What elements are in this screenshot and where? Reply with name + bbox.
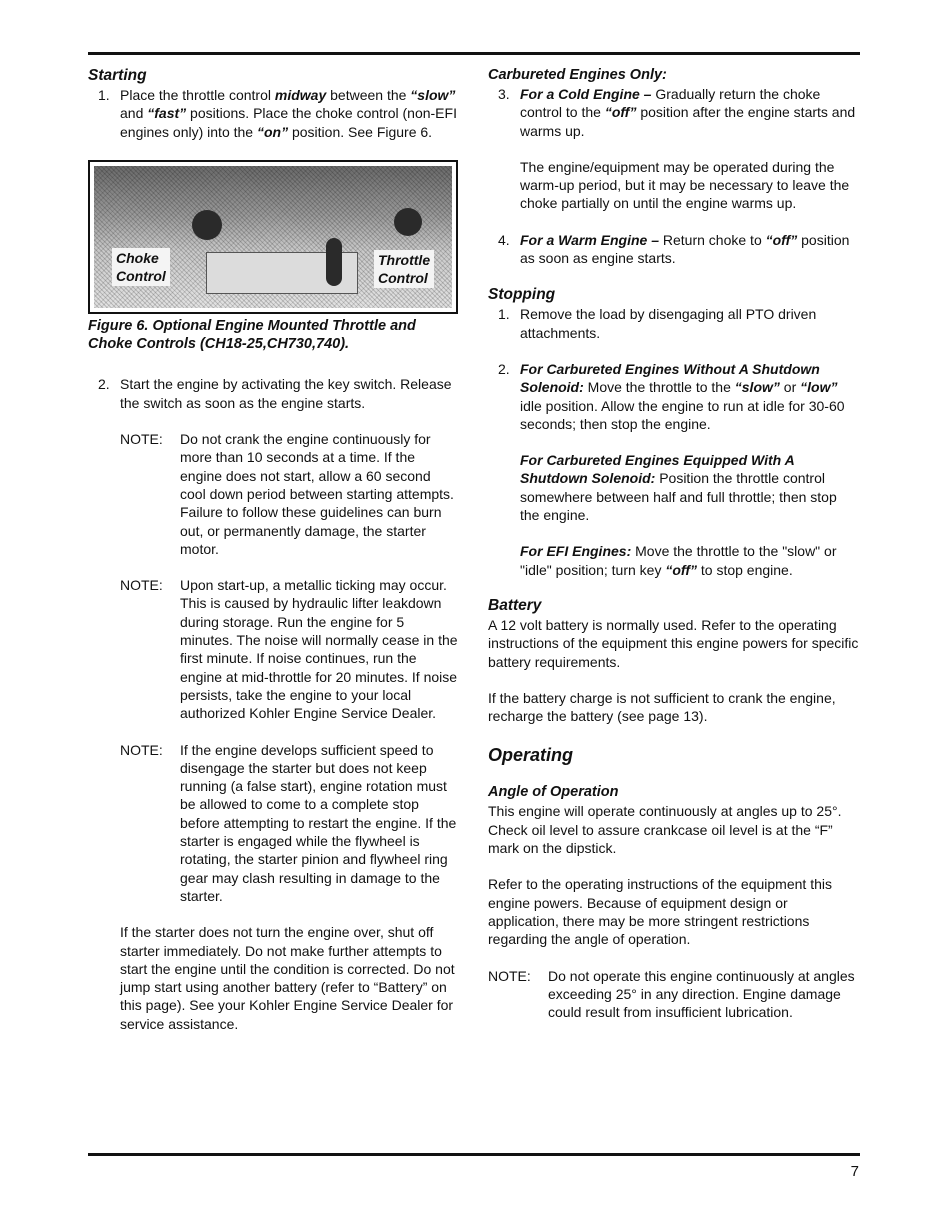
note-label: NOTE: <box>120 431 163 448</box>
paragraph-text: Move the throttle to the "slow" or "idle" position; turn key <box>520 543 837 578</box>
choke-label-line-1: Choke <box>116 249 159 266</box>
throttle-knob-icon <box>394 208 422 236</box>
shutdown-solenoid-paragraph <box>488 451 860 524</box>
step-number: 2. <box>498 360 510 377</box>
emphasis-text: “on” <box>256 123 289 140</box>
emphasis-text: “off” <box>604 104 637 121</box>
step-text: Return choke to <box>659 231 766 248</box>
step-text: between the <box>326 87 411 103</box>
note-angle <box>488 967 860 1022</box>
note-ticking <box>88 576 460 722</box>
emphasis-text: For Carbureted Engines Equipped With A Shutdown Solenoid: <box>520 452 795 487</box>
note-label: NOTE: <box>120 741 163 758</box>
stopping-step-1 <box>488 305 860 342</box>
step-number: 2. <box>98 376 110 393</box>
starting-step-1 <box>88 86 460 141</box>
lever-icon <box>326 238 342 286</box>
warm-engine-step <box>488 231 860 268</box>
step-number: 4. <box>498 231 510 248</box>
step-number: 3. <box>498 86 510 102</box>
step-text: position after the engine starts and warms up. <box>520 104 856 139</box>
stopping-step-2 <box>488 360 860 433</box>
battery-paragraph-2: If the battery charge is not sufficient to crank the engine, recharge the battery (see page 13). <box>488 689 836 725</box>
left-column <box>88 66 460 1033</box>
angle-paragraph-1: This engine will operate continuously at angles up to 25°. Check oil level to assure crankcase oil level is at the “F” mark on the dipstick. <box>488 803 842 857</box>
emphasis-text: For a Cold Engine – <box>520 86 652 102</box>
note-text: Do not crank the engine continuously for more than 10 seconds at a time. If the engine does not start, allow a 60 second cool down period between starting attempts. Failure to follow these guidelines can burn out, or permanently damage, the starter motor. <box>180 431 454 557</box>
step-text: Move the throttle to the <box>583 379 735 396</box>
step-text: position as soon as engine starts. <box>520 231 850 267</box>
emphasis-text: “low” <box>800 379 838 396</box>
emphasis-text: “off” <box>665 561 697 578</box>
emphasis-text: “slow” <box>734 379 780 396</box>
page-number: 7 <box>850 1163 859 1180</box>
step-text: Place the throttle control <box>120 87 275 103</box>
battery-heading: Battery <box>488 596 542 614</box>
choke-label-line-2: Control <box>116 267 166 284</box>
right-column <box>488 66 860 1021</box>
throttle-choke-photo <box>94 166 452 308</box>
starting-step-2 <box>88 375 460 412</box>
carbureted-heading: Carbureted Engines Only: <box>488 67 667 83</box>
angle-of-operation-heading: Angle of Operation <box>488 784 619 801</box>
note-text: Upon start-up, a metallic ticking may occur. This is caused by hydraulic lifter leakdown during storage. Run the engine for 5 minutes. The noise will normally cease in the first minute. If noise continues, run the engine at mid-throttle for 20 minutes. If noise persists, take the engine to your local authorized Kohler Engine Service Dealer. <box>180 577 458 722</box>
choke-knob-icon <box>192 210 222 240</box>
note-text: Do not operate this engine continuously at angles exceeding 25° in any direction. Engine damage could result from insufficient lubrication. <box>548 967 855 1021</box>
emphasis-text: “off” <box>765 231 798 248</box>
paragraph-text: to stop engine. <box>696 561 793 578</box>
step-text: Gradually return the choke control to the <box>520 86 821 121</box>
step-text: positions. Place the choke control (non-EFI engines only) into the <box>120 105 457 140</box>
step-text: Remove the load by disengaging all PTO driven attachments. <box>520 306 817 341</box>
cold-engine-step <box>488 85 860 140</box>
warm-up-paragraph: The engine/equipment may be operated during the warm-up period, but it may be necessary to leave the choke partially on until the engine warms up. <box>520 158 850 212</box>
step-text: Start the engine by activating the key switch. Release the switch as soon as the engine starts. <box>120 376 452 411</box>
starting-heading: Starting <box>88 67 147 84</box>
note-cranking <box>88 430 460 558</box>
step-number: 1. <box>498 306 510 323</box>
emphasis-text: For EFI Engines: <box>520 543 632 560</box>
emphasis-text: midway <box>274 87 327 103</box>
paragraph-text: Position the throttle control somewhere between half and full throttle; then stop the engine. <box>520 470 837 524</box>
starter-warning-paragraph: If the starter does not turn the engine over, shut off starter immediately. Do not make further attempts to start the engine until the condition is corrected. Do not jump start using another battery (refer to “Battery” on this page). See your Kohler Engine Service Dealer for service assistance. <box>120 924 455 1032</box>
note-text: If the engine develops sufficient speed to disengage the starter but does not keep running (a false start), engine rotation must be allowed to come to a complete stop before attempting to restart the engine. If the starter is engaged while the flywheel is rotating, the starter pinion and flywheel ring gear may clash resulting in damage to the starter. <box>180 741 457 904</box>
throttle-label-line-2: Control <box>378 269 428 286</box>
note-false-start <box>88 741 460 906</box>
step-number: 1. <box>98 87 110 103</box>
stopping-heading: Stopping <box>488 286 556 304</box>
throttle-label-line-1: Throttle <box>378 251 431 268</box>
battery-paragraph-1: A 12 volt battery is normally used. Refer to the operating instructions of the equipment this engine powers for specific battery requirements. <box>488 616 859 670</box>
emphasis-text: “fast” <box>147 105 187 122</box>
step-text: or <box>779 379 801 396</box>
note-label: NOTE: <box>120 577 163 594</box>
bottom-rule <box>88 1153 860 1156</box>
figure-6-photo-frame <box>88 160 458 314</box>
throttle-control-label <box>374 250 434 288</box>
choke-control-label <box>112 248 170 286</box>
operating-heading: Operating <box>488 745 574 766</box>
step-text: idle position. Allow the engine to run at idle for 30-60 seconds; then stop the engine. <box>520 397 845 432</box>
efi-engines-paragraph <box>488 542 860 579</box>
emphasis-text: “slow” <box>410 87 456 103</box>
top-rule <box>88 52 860 55</box>
step-text: and <box>120 105 148 122</box>
emphasis-text: For Carbureted Engines Without A Shutdown Solenoid: <box>520 360 820 396</box>
emphasis-text: For a Warm Engine – <box>520 231 659 248</box>
step-text: position. See Figure 6. <box>288 123 433 140</box>
figure-6-caption: Figure 6. Optional Engine Mounted Throttle and Choke Controls (CH18-25,CH730,740). <box>88 317 416 353</box>
note-label: NOTE: <box>488 967 531 984</box>
angle-paragraph-2: Refer to the operating instructions of the equipment this engine powers. Because of equipment design or application, there may be more stringent restrictions regarding the angle of operation. <box>488 876 832 948</box>
